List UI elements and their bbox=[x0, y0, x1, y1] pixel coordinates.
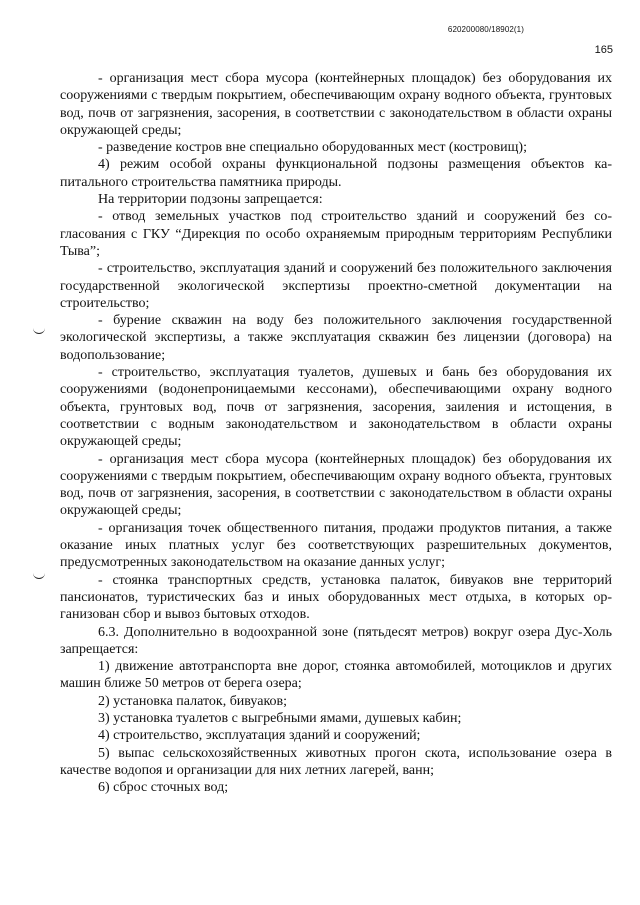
margin-mark bbox=[33, 572, 45, 579]
paragraph: 1) движение автотранспорта вне дорог, стоянка автомобилей, мотоциклов и других машин ближе 50 метров от берега озера; bbox=[60, 659, 612, 692]
paragraph: 4) строительство, эксплуатация зданий и сооружений; bbox=[98, 728, 421, 744]
margin-mark bbox=[33, 327, 45, 334]
paragraph: - организация мест сбора мусора (контейнерных площадок) без оборудования их сооружениями с твердым покрытием, обеспечивающим охрану водного объекта, грунтовых вод, почв от загрязнения, засорения, в соответствии с законодательством в области охраны окружающей среды; bbox=[60, 71, 612, 138]
paragraph: - стоянка транспортных средств, установка палаток, бивуаков вне территорий пансионатов, туристических баз и иных оборудованных мест отдыха, в которых организован сбор и вывоз бытовых отходов. bbox=[60, 572, 612, 623]
paragraph: На территории подзоны запрещается: bbox=[98, 192, 323, 208]
paragraph: 3) установка туалетов с выгребными ямами, душевых кабин; bbox=[98, 710, 462, 726]
body-text bbox=[60, 70, 612, 796]
paragraph: - строительство, эксплуатация туалетов, душевых и бань без оборудования их сооружениями (водонепроницаемыми кессонами), обеспечивающими охрану водного объекта, грунтовых вод, почв от загрязнения, засорения, заиления и истощения, в соответствии с водным законодательством и законодательством в области охраны окружающей среды; bbox=[60, 365, 612, 450]
paragraph: 6) сброс сточных вод; bbox=[98, 780, 229, 796]
paragraph: 5) выпас сельскохозяйственных животных прогон скота, использование озера в качестве водопоя и организации для них летних лагерей, ванн; bbox=[60, 745, 612, 778]
document-id: 620200080/18902(1) bbox=[447, 25, 524, 34]
paragraph: - разведение костров вне специально оборудованных мест (костровищ); bbox=[98, 140, 527, 156]
paragraph: 2) установка палаток, бивуаков; bbox=[98, 693, 288, 709]
paragraph: 6.3. Дополнительно в водоохранной зоне (пятьдесят метров) вокруг озера Дус-Холь запрещается: bbox=[60, 624, 612, 657]
paragraph: - бурение скважин на воду без положительного заключения государственной экологической экспертизы, а также эксплуатация скважин без лицензии (договора) на водопользование; bbox=[60, 313, 612, 363]
page-number: 165 bbox=[594, 44, 613, 56]
paragraph: - организация точек общественного питания, продажи продуктов питания, а также оказание иных платных услуг без соответствующих разрешительных документов, предусмотренных законодательством на оказание данных услуг; bbox=[60, 520, 612, 571]
paragraph: - строительство, эксплуатация зданий и сооружений без положительного заключения государственной экологической экспертизы проектно-сметной документации на строительство; bbox=[60, 261, 612, 311]
paragraph: 4) режим особой охраны функциональной подзоны размещения объектов капитального строительства памятника природы. bbox=[60, 157, 612, 190]
paragraph: - организация мест сбора мусора (контейнерных площадок) без оборудования их сооружениями с твердым покрытием, обеспечивающим охрану водного объекта, грунтовых вод, почв от загрязнения, засорения, в соответствии с законодательством в области охраны окружающей среды; bbox=[60, 451, 612, 519]
paragraph: - отвод земельных участков под строительство зданий и сооружений без согласования с ГКУ “Дирекция по особо охраняемым природным территориям Республики Тыва”; bbox=[60, 209, 612, 259]
